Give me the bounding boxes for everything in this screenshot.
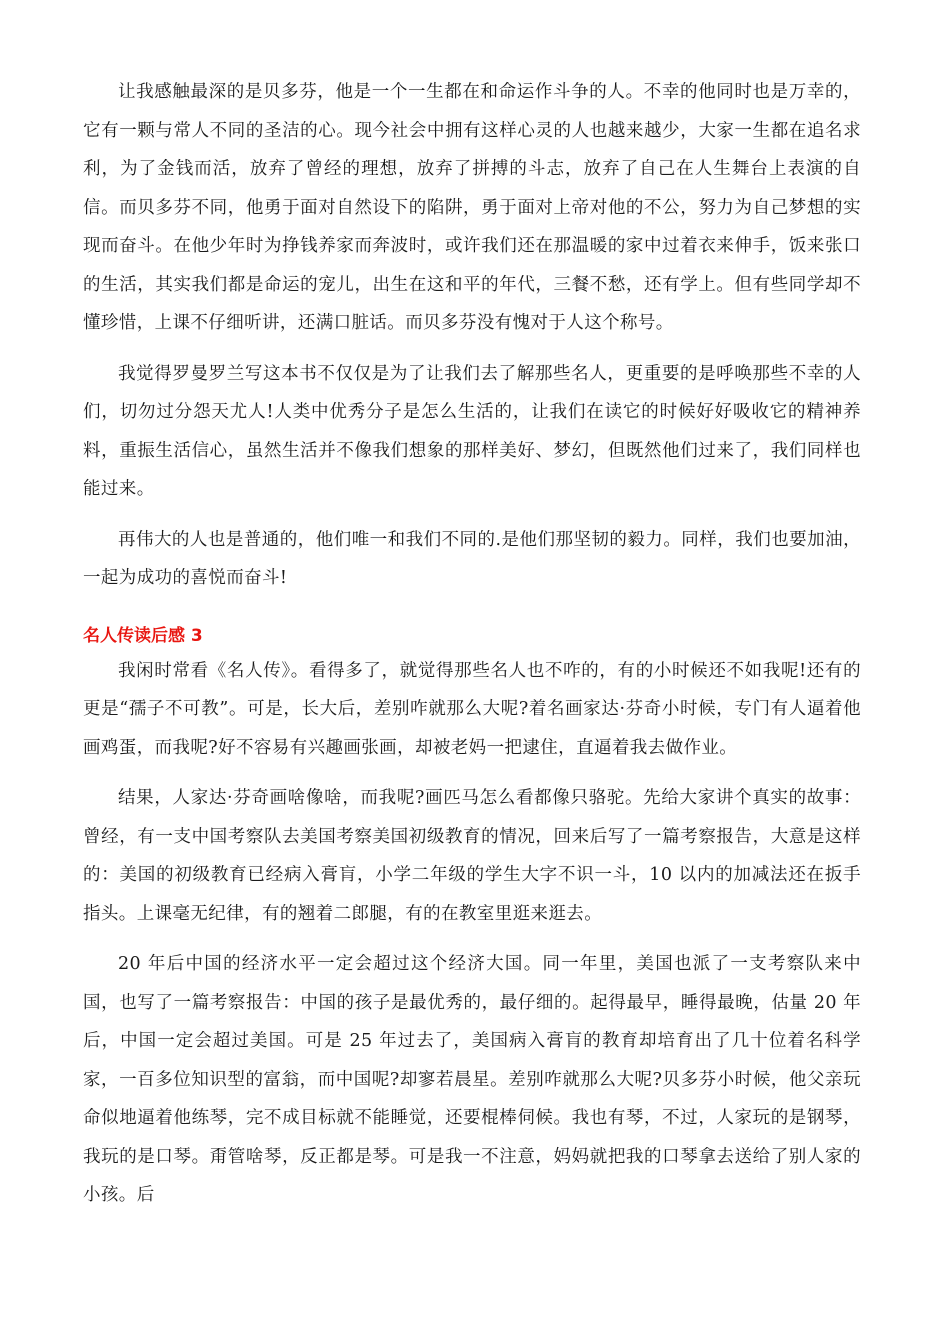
document-page bbox=[83, 73, 861, 1215]
body-paragraph: 我闲时常看《名人传》。看得多了，就觉得那些名人也不咋的，有的小时候还不如我呢!还有的更是“孺子不可教”。可是，长大后，差别咋就那么大呢?着名画家达·芬奇小时候，专门有人逼着他画鸡蛋，而我呢?好不容易有兴趣画张画，却被老妈一把逮住，直逼着我去做作业。 bbox=[83, 660, 861, 758]
body-paragraph: 让我感触最深的是贝多芬，他是一个一生都在和命运作斗争的人。不幸的他同时也是万幸的，它有一颗与常人不同的圣洁的心。现今社会中拥有这样心灵的人也越来越少，大家一生都在追名求利，为了金钱而活，放弃了曾经的理想，放弃了拼搏的斗志，放弃了自己在人生舞台上表演的自信。而贝多芬不同，他勇于面对自然设下的陷阱，勇于面对上帝对他的不公，努力为自己梦想的实现而奋斗。在他少年时为挣钱养家而奔波时，或许我们还在那温暖的家中过着衣来伸手，饭来张口的生活，其实我们都是命运的宠儿，出生在这和平的年代，三餐不愁，还有学上。但有些同学却不懂珍惜，上课不仔细听讲，还满口脏话。而贝多芬没有愧对于人这个称号。 bbox=[83, 82, 861, 333]
body-paragraph: 我觉得罗曼罗兰写这本书不仅仅是为了让我们去了解那些名人，更重要的是呼唤那些不幸的人们，切勿过分怨天尤人!人类中优秀分子是怎么生活的，让我们在读它的时候好好吸收它的精神养料，重振生活信心，虽然生活并不像我们想象的那样美好、梦幻，但既然他们过来了，我们同样也能过来。 bbox=[83, 363, 861, 499]
body-paragraph: 结果，人家达·芬奇画啥像啥，而我呢?画匹马怎么看都像只骆驼。先给大家讲个真实的故事：曾经，有一支中国考察队去美国考察美国初级教育的情况，回来后写了一篇考察报告，大意是这样的：美国的初级教育已经病入膏肓，小学二年级的学生大字不识一斗，10 以内的加减法还在扳手指头。上课毫无纪律，有的翘着二郎腿，有的在教室里逛来逛去。 bbox=[83, 788, 861, 924]
body-paragraph: 再伟大的人也是普通的，他们唯一和我们不同的.是他们那坚韧的毅力。同样，我们也要加油，一起为成功的喜悦而奋斗! bbox=[83, 529, 861, 588]
body-paragraph: 20 年后中国的经济水平一定会超过这个经济大国。同一年里，美国也派了一支考察队来中国，也写了一篇考察报告：中国的孩子是最优秀的，最仔细的。起得最早，睡得最晚，估量 20 年后，中国一定会超过美国。可是 25 年过去了，美国病入膏肓的教育却培育出了几十位着名科学家，一百多位知识型的富翁，而中国呢?却寥若晨星。差别咋就那么大呢?贝多芬小时候，他父亲玩命似地逼着他练琴，完不成目标就不能睡觉，还要棍棒伺候。我也有琴，不过，人家玩的是钢琴，我玩的是口琴。甭管啥琴，反正都是琴。可是我一不注意，妈妈就把我的口琴拿去送给了别人家的小孩。后 bbox=[83, 954, 861, 1205]
section-heading: 名人传读后感 3 bbox=[83, 625, 203, 646]
